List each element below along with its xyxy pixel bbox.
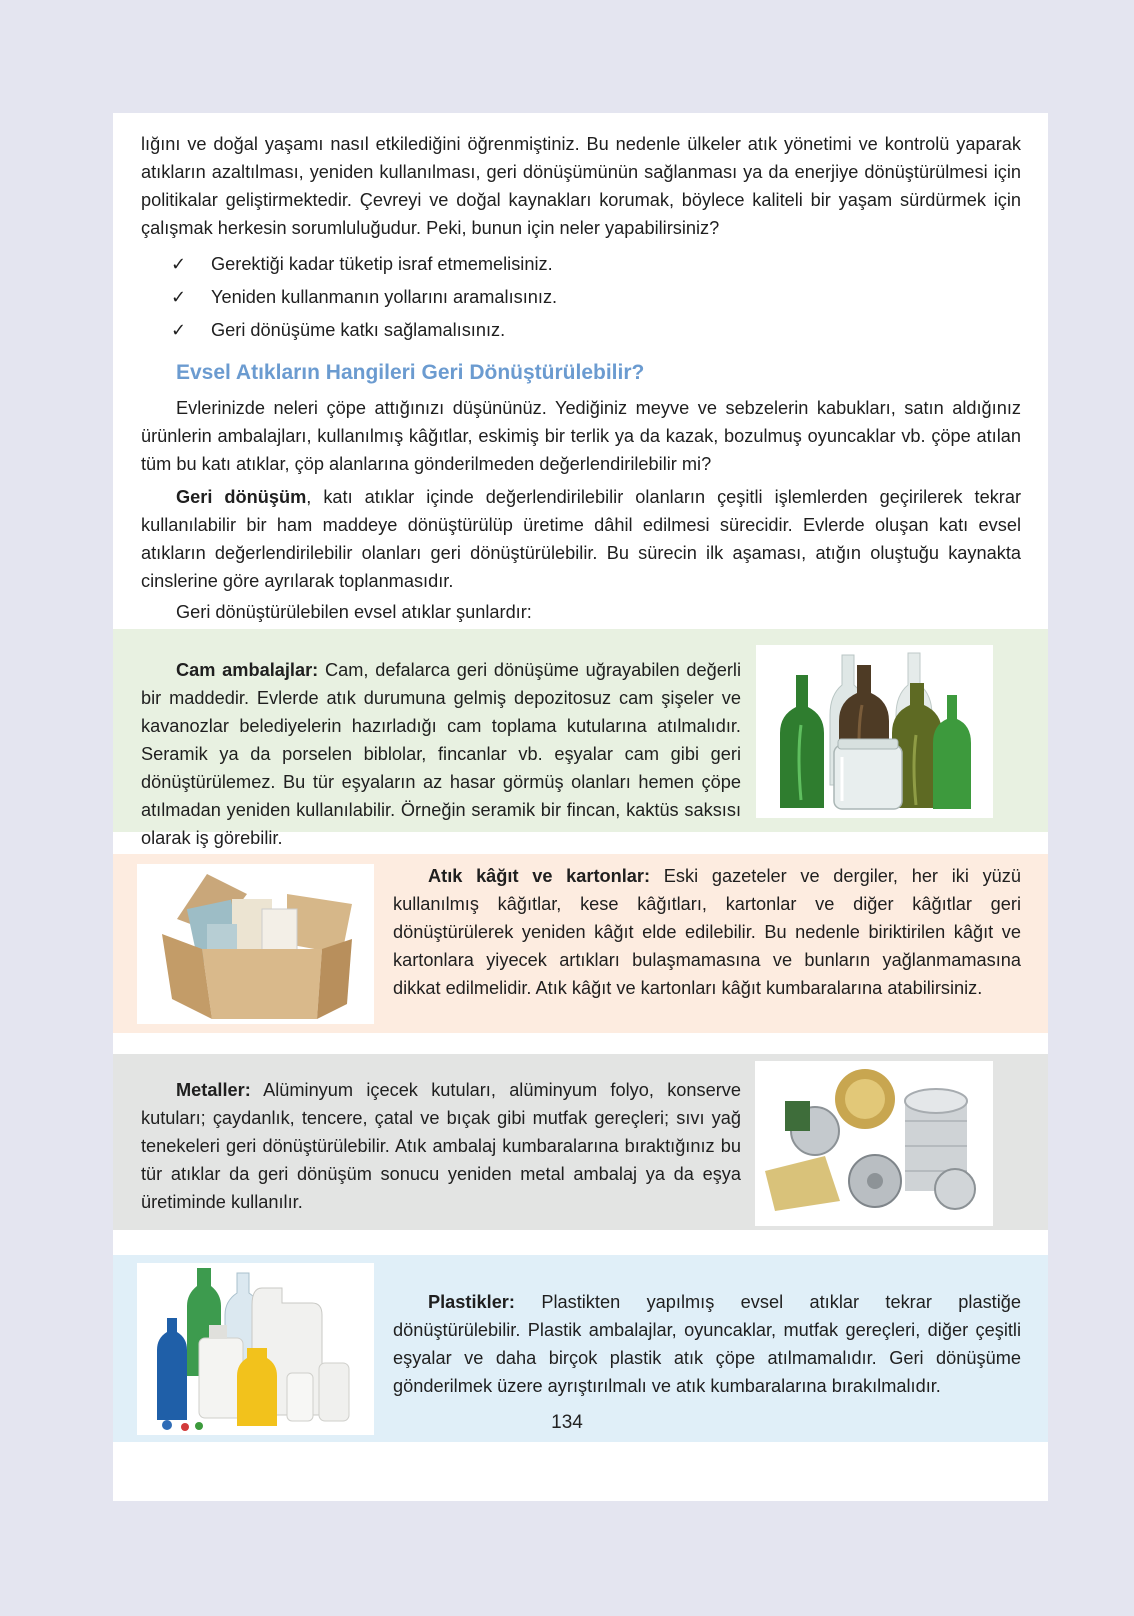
plastic-title: Plastikler: [428, 1292, 515, 1312]
section-heading: Evsel Atıkların Hangileri Geri Dönüştürülebilir? [176, 361, 645, 384]
checklist-item: ✓ Gerektiği kadar tüketip israf etmemelisiniz. [171, 250, 553, 279]
intro-paragraph: lığını ve doğal yaşamı nasıl etkilediğini öğrenmiştiniz. Bu nedenle ülkeler atık yönetimi ve kontrolü yaparak atıkların azaltılması, yeniden kullanılması, geri dönüşümünün sağlanması ya da enerjiye dönüştürülmesi için politikalar geliştirmektedir. Çevreyi ve doğal kaynakları korumak, böylece kaliteli bir yaşam sürdürmek için çalışmak herkesin sorumluluğudur. Peki, bunun için neler yapabilirsiniz? [141, 134, 1021, 238]
metal-paragraph: Metaller: Alüminyum içecek kutuları, alüminyum folyo, konserve kutuları; çaydanlık, tencere, çatal ve bıçak gibi mutfak gereçleri; sıvı yağ tenekeleri geri dönüştürülebilir. Atık ambalaj kumbaralarına bıraktığınız bu tür atıklar da geri dönüşüm sonucu yeniden metal ambalaj ya da eşya üretiminde kullanılır. [141, 1080, 741, 1212]
plastic-bottles-image [137, 1263, 374, 1435]
page-number: 134 [551, 1412, 583, 1433]
checklist-item: ✓ Geri dönüşüme katkı sağlamalısınız. [171, 316, 505, 345]
definition-term: Geri dönüşüm [176, 487, 307, 507]
checkmark-icon: ✓ [171, 287, 187, 308]
checklist-item: ✓ Yeniden kullanmanın yollarını aramalısınız. [171, 283, 557, 312]
textbook-page [113, 113, 1048, 1501]
checkmark-icon: ✓ [171, 320, 187, 341]
plastic-paragraph: Plastikler: Plastikten yapılmış evsel atıklar tekrar plastiğe dönüştürülebilir. Plastik ambalajlar, oyuncaklar, mutfak gereçleri, diğer çeşitli eşyalar ve daha birçok plastik atık çöpe atılmamalıdır. Geri dönüşüme gönderilmek üzere ayrıştırılmalı ve atık kumbaralarına bırakılmalıdır. [393, 1292, 1021, 1396]
paper-box-image [137, 864, 374, 1024]
paper-paragraph: Atık kâğıt ve kartonlar: Eski gazeteler ve dergiler, her iki yüzü kullanılmış kâğıtlar, kese kâğıtları, kartonlar ve diğer kâğıtlar geri dönüştürülerek yeniden kâğıt elde edilebilir. Bu nedenle biriktirilen kâğıt ve kartonlara yiyecek artıkları bulaşmamasına ve bunların yağlanmamasına dikkat edilmelidir. Atık kâğıt ve kartonları kâğıt kumbaralarına atabilirsiniz. [393, 866, 1021, 998]
glass-bottles-image [756, 645, 993, 818]
metal-title: Metaller: [176, 1080, 251, 1100]
checkmark-icon: ✓ [171, 254, 187, 275]
question-paragraph: Evlerinizde neleri çöpe attığınızı düşününüz. Yediğiniz meyve ve sebzelerin kabukları, satın aldığınız ürünlerin ambalajları, kullanılmış kâğıtlar, eskimiş bir terlik ya da kazak, bozulmuş oyuncaklar vb. çöpe atılan tüm bu katı atıklar, çöp alanlarına gönderilmeden değerlendirilebilir mi? [141, 398, 1021, 474]
list-intro: Geri dönüştürülebilen evsel atıklar şunlardır: [176, 602, 532, 622]
metal-cans-image [755, 1061, 993, 1226]
definition-paragraph: Geri dönüşüm, katı atıklar içinde değerlendirilebilir olanların çeşitli işlemlerden geçirilerek tekrar kullanılabilir bir ham maddeye dönüştürülüp üretime dâhil edilmesi sürecidir. Evlerde oluşan katı evsel atıkların değerlendirilebilir olanları geri dönüştürülebilir. Bu sürecin ilk aşaması, atığın oluştuğu kaynakta cinslerine göre ayrılarak toplanmasıdır. [141, 487, 1022, 591]
glass-title: Cam ambalajlar: [176, 660, 319, 680]
paper-title: Atık kâğıt ve kartonlar: [428, 866, 651, 886]
glass-paragraph: Cam ambalajlar: Cam, defalarca geri dönüşüme uğrayabilen değerli bir maddedir. Evlerde atık durumuna gelmiş depozitosuz cam şişeler ve kavanozlar belediyelerin hazırladığı cam toplama kutularına atılmalıdır. Seramik ya da porselen biblolar, fincanlar vb. eşyalar cam gibi geri dönüştürülemez. Bu tür eşyaların az hasar görmüş olanları hemen çöpe atılmadan yeniden kullanılabilir. Örneğin seramik bir fincan, kaktüs saksısı olarak iş görebilir. [141, 660, 741, 848]
